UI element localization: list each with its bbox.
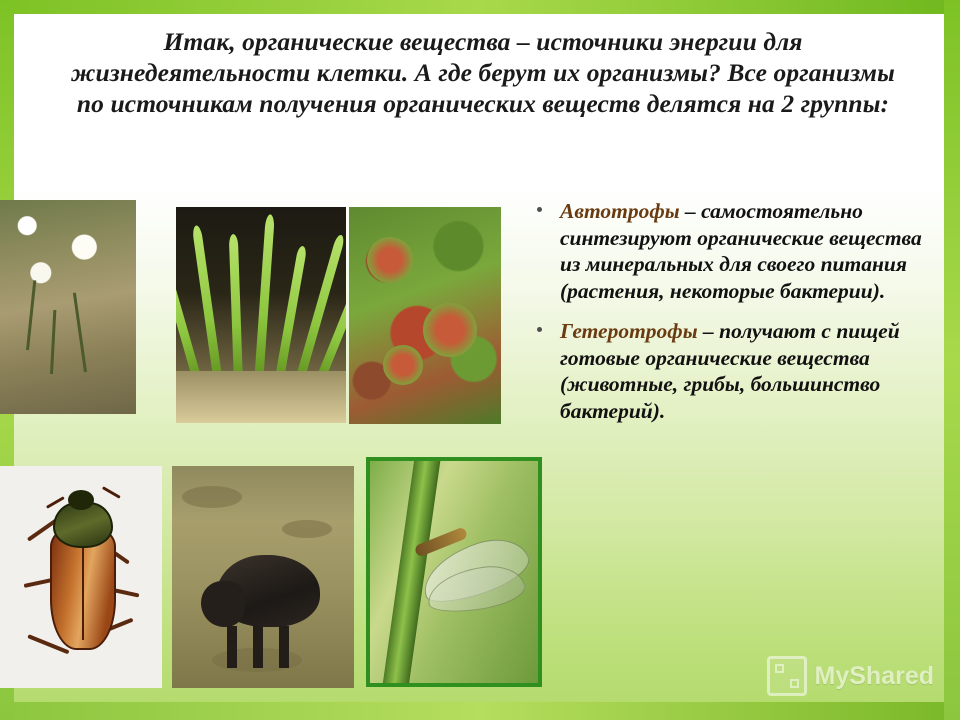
term-heterotrophs: Гетеротрофы [560, 319, 698, 343]
beetle-elytra-seam [82, 535, 84, 640]
succulent-rosette [367, 237, 413, 283]
white-flowers-photo [0, 200, 136, 414]
bullet-heterotrophs [527, 318, 925, 424]
field-patch [182, 486, 242, 508]
definition-autotrophs: самостоятельно синтезируют органические вещества из минеральных для своего питания (растения, некоторые бактерии). [560, 199, 922, 303]
term-autotrophs: Автотрофы [560, 199, 680, 223]
watermark-label: MyShared [814, 661, 934, 690]
boar-head [201, 581, 245, 627]
myshared-logo-icon [767, 656, 807, 696]
field-patch [282, 520, 332, 538]
dash-heterotrophs: – [697, 319, 720, 343]
dash-autotrophs: – [679, 199, 702, 223]
bullet-autotrophs [527, 198, 925, 304]
slide-border-top [0, 0, 960, 14]
slide-border-right [944, 0, 960, 720]
watermark [767, 656, 934, 696]
succulent-rosette [383, 345, 423, 385]
slide-border-bottom [0, 702, 960, 720]
boar-legs [227, 626, 305, 668]
green-grass-photo [176, 207, 346, 423]
lacewing-insect-photo [366, 457, 542, 687]
bullet-dot-icon [537, 327, 542, 332]
succulent-image-surface [349, 207, 501, 424]
bullet-dot-icon [537, 207, 542, 212]
cockchafer-beetle-photo [0, 466, 162, 688]
succulent-rosette [423, 303, 477, 357]
flowers-image-surface [0, 200, 136, 414]
red-green-succulent-photo [349, 207, 501, 424]
definition-heterotrophs: получают с пищей готовые органические вещества (животные, грибы, большинство бактерий). [560, 319, 900, 423]
wild-boar-photo [172, 466, 354, 688]
slide-title: Итак, органические вещества – источники энергии для жизнедеятельности клетки. А где берут их организмы? Все организмы по источникам получения органических веществ делятся на 2 группы: [71, 27, 895, 118]
grass-soil [176, 371, 346, 423]
definition-list [527, 198, 925, 438]
